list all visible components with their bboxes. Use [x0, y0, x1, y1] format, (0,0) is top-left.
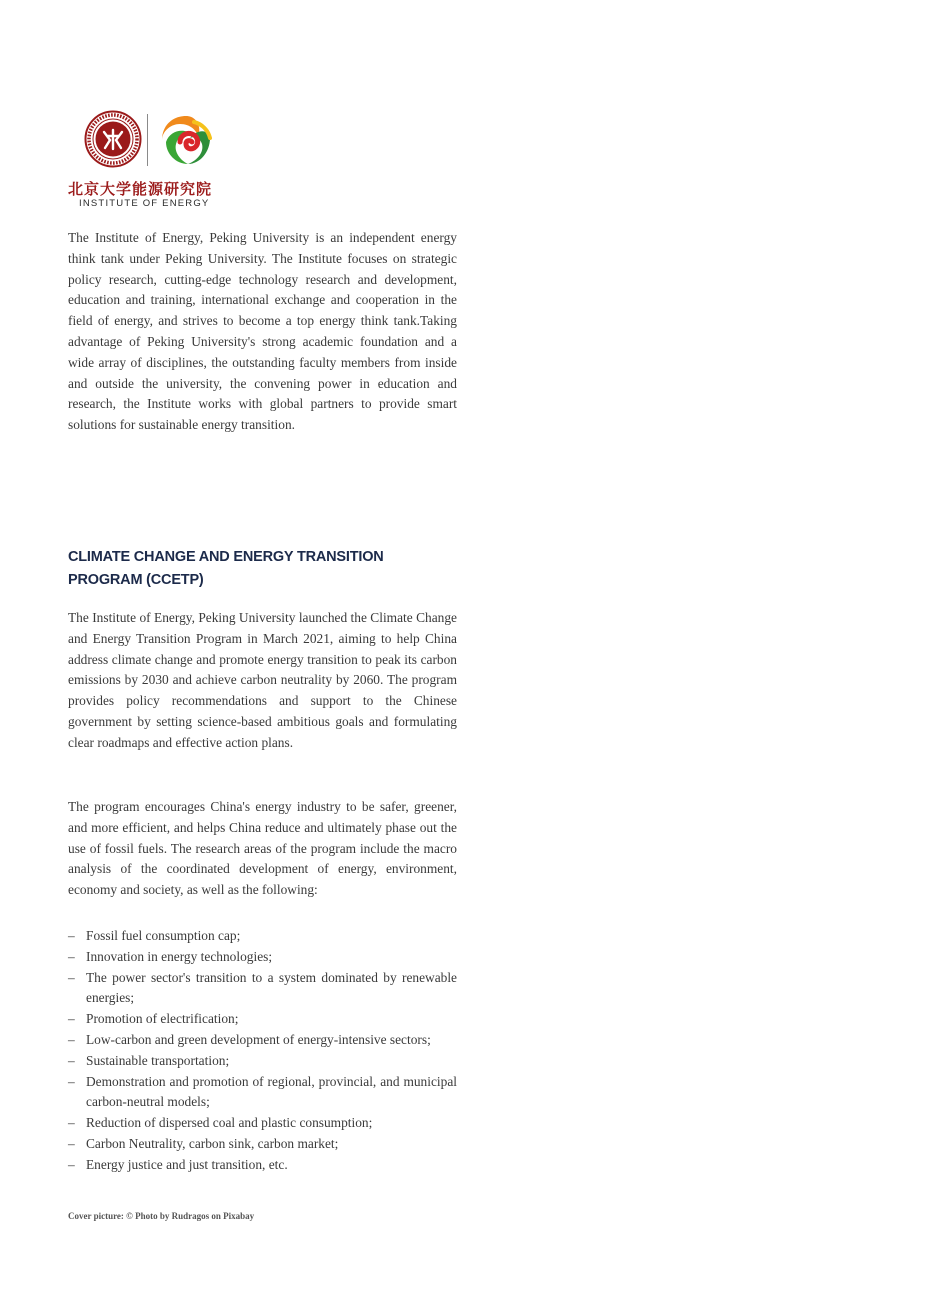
- list-item-text: Carbon Neutrality, carbon sink, carbon market;: [86, 1135, 339, 1151]
- bullet-dash: –: [68, 1073, 75, 1089]
- institute-logo: [68, 110, 268, 210]
- list-item: [68, 968, 457, 1010]
- program-heading: CLIMATE CHANGE AND ENERGY TRANSITION PROGRAM (CCETP): [68, 549, 384, 588]
- cover-photo-credit: Cover picture: © Photo by Rudragos on Pixabay: [68, 1211, 255, 1221]
- bullet-dash: –: [68, 1135, 75, 1151]
- list-item: [68, 1155, 457, 1176]
- peking-university-seal-icon: [84, 110, 142, 168]
- institute-chinese-name: 北京大学能源研究院: [68, 180, 213, 198]
- program-paragraph-1: The Institute of Energy, Peking University launched the Climate Change and Energy Transition Program in March 2021, aiming to help China address climate change and promote energy transition to peak its carbon emissions by 2030 and achieve carbon neutrality by 2060. The program provides policy recommendations and support to the Chinese government by setting science-based ambitious goals and formulating clear roadmaps and effective action plans.: [68, 610, 457, 750]
- bullet-dash: –: [68, 928, 75, 943]
- list-item: [68, 947, 457, 968]
- list-item: [68, 1051, 457, 1072]
- list-item-text: Promotion of electrification;: [86, 1011, 239, 1027]
- list-item-text: Reduction of dispersed coal and plastic consumption;: [86, 1115, 373, 1131]
- list-item-text: Energy justice and just transition, etc.: [86, 1156, 288, 1172]
- bullet-dash: –: [68, 1031, 75, 1047]
- list-item: [68, 1030, 457, 1051]
- list-item-text: Low-carbon and green development of energy-intensive sectors;: [86, 1031, 431, 1047]
- list-item-text: Innovation in energy technologies;: [86, 948, 273, 964]
- list-item: [68, 1113, 457, 1134]
- list-item-text: Sustainable transportation;: [86, 1052, 230, 1068]
- bullet-dash: –: [68, 1115, 75, 1131]
- institute-english-name: INSTITUTE OF ENERGY: [79, 198, 210, 209]
- research-areas-list: [68, 926, 457, 1176]
- bullet-dash: –: [68, 1156, 75, 1172]
- list-item: [68, 1009, 457, 1030]
- list-item: [68, 926, 457, 947]
- list-item: [68, 1134, 457, 1155]
- list-item-text: Fossil fuel consumption cap;: [86, 928, 241, 943]
- list-item-text: The power sector's transition to a system dominated by renewable energies;: [86, 969, 457, 1006]
- list-item-text: Demonstration and promotion of regional, provincial, and municipal carbon-neutral models;: [86, 1073, 457, 1110]
- bullet-dash: –: [68, 1052, 75, 1068]
- intro-paragraph: The Institute of Energy, Peking University is an independent energy think tank under Peking University. The Institute focuses on strategic policy research, cutting-edge technology research and development, education and training, international exchange and cooperation in the field of energy, and strives to become a top energy think tank.Taking advantage of Peking University's strong academic foundation and a wide array of disciplines, the outstanding faculty members from inside and outside the university, the convening power in education and research, the Institute works with global partners to provide smart solutions for sustainable energy transition.: [68, 230, 457, 433]
- energy-swirl-icon: [158, 112, 214, 168]
- program-paragraph-2: The program encourages China's energy industry to be safer, greener, and more efficient, and helps China reduce and ultimately phase out the use of fossil fuels. The research areas of the program include the macro analysis of the coordinated development of energy, environment, economy and society, as well as the following:: [68, 799, 457, 898]
- bullet-dash: –: [68, 969, 75, 985]
- bullet-dash: –: [68, 1011, 75, 1027]
- bullet-dash: –: [68, 948, 75, 964]
- logo-divider: [147, 114, 148, 166]
- list-item: [68, 1072, 457, 1114]
